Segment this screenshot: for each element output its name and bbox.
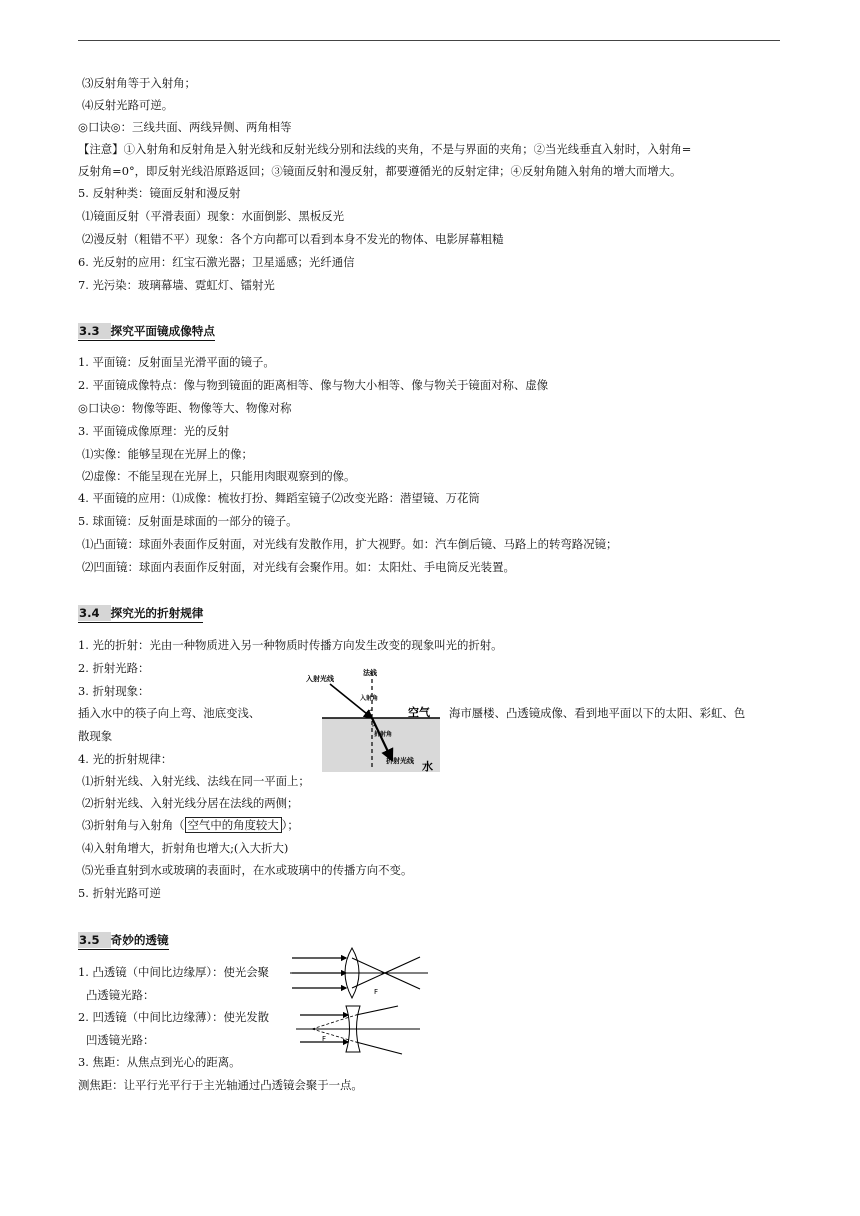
concave-lens-diagram: [290, 1004, 430, 1056]
text-line: ⑷入射角增大，折射角也增大;(入大折大): [82, 841, 289, 855]
text-line: 2. 折射光路：: [78, 661, 150, 675]
heading-text: 探究光的折射规律: [110, 606, 204, 620]
refraction-diagram: [300, 662, 445, 774]
air-label: 空气: [408, 706, 430, 719]
text-line: 测焦距：让平行光平行于主光轴通过凸透镜会聚于一点。: [78, 1078, 363, 1092]
section-heading-3-3: [78, 324, 215, 341]
text-line: 海市蜃楼、凸透镜成像、看到地平面以下的太阳、彩虹、色: [449, 706, 746, 720]
focus-label: F: [374, 988, 379, 996]
boxed-emphasis: 空气中的角度较大: [185, 817, 282, 833]
mnemonic-line: ◎口诀◎：三线共面、两线异侧、两角相等: [78, 120, 292, 134]
note-line: 反射角=0°，即反射光线沿原路返回；③镜面反射和漫反射，都要遵循光的反射定律；④反射角随入射角的增大而增大。: [78, 164, 682, 178]
text-line: 散现象: [78, 729, 113, 743]
focus-label: F: [322, 1035, 327, 1043]
text-line: ⑴实像：能够呈现在光屏上的像；: [82, 447, 253, 461]
header-rule: [78, 40, 780, 41]
text-line: ⑵折射光线、入射光线分居在法线的两侧；: [82, 796, 299, 810]
text-line: 5. 折射光路可逆: [78, 886, 161, 900]
text-line: 3. 折射现象：: [78, 684, 150, 698]
text-line: 3. 焦距：从焦点到光心的距离。: [78, 1055, 241, 1069]
text-line: 3. 平面镜成像原理：光的反射: [78, 424, 230, 438]
text-line: 5. 球面镜：反射面是球面的一部分的镜子。: [78, 514, 298, 528]
diverging-ray: [356, 1006, 398, 1015]
text-line: 4. 平面镜的应用：⑴成像：梳妆打扮、舞蹈室镜子⑵改变光路：潜望镜、万花筒: [78, 491, 480, 505]
refracted-label: 折射光线: [386, 757, 414, 765]
text-line: ⑴镜面反射（平滑表面）现象：水面倒影、黑板反光: [82, 209, 344, 223]
heading-number: 3.3: [79, 324, 100, 338]
text-line: 1. 光的折射：光由一种物质进入另一种物质时传播方向发生改变的现象叫光的折射。: [78, 638, 503, 652]
water-label: 水: [422, 760, 433, 773]
text-line: 5. 反射种类：镜面反射和漫反射: [78, 186, 241, 200]
heading-number: 3.4: [79, 606, 100, 620]
incidence-arc: [366, 710, 372, 713]
convex-lens-diagram: [290, 946, 430, 1004]
refraction-angle-label: 折射角: [374, 731, 393, 738]
text-line: 2. 凹透镜（中间比边缘薄）：使光发散: [78, 1010, 270, 1024]
diverging-ray: [356, 1042, 402, 1054]
text-line: ⑵凹面镜：球面内表面作反射面，对光线有会聚作用。如：太阳灶、手电筒反光装置。: [82, 560, 515, 574]
text-line: ⑸光垂直射到水或玻璃的表面时，在水或玻璃中的传播方向不变。: [82, 863, 413, 877]
text-line: [82, 818, 299, 832]
section-heading-3-5: [78, 933, 169, 950]
text-line: ⑷反射光路可逆。: [82, 98, 174, 112]
text-line: 1. 平面镜：反射面呈光滑平面的镜子。: [78, 355, 275, 369]
text-part: ⑶折射角与入射角（: [82, 818, 185, 832]
text-line: 凸透镜光路：: [86, 988, 155, 1002]
section-heading-3-4: [78, 606, 203, 623]
incident-angle-label: 入射角: [360, 695, 379, 702]
note-line: 【注意】①入射角和反射角是入射光线和反射光线分别和法线的夹角，不是与界面的夹角；②当光线垂直入射时，入射角=: [78, 142, 692, 156]
normal-label: 法线: [363, 669, 377, 677]
text-line: 2. 平面镜成像特点：像与物到镜面的距离相等、像与物大小相等、像与物关于镜面对称、虚像: [78, 378, 549, 392]
text-line: ⑴凸面镜：球面外表面作反射面，对光线有发散作用，扩大视野。如：汽车倒后镜、马路上的转弯路况镜；: [82, 537, 618, 551]
text-line: 6. 光反射的应用：红宝石激光器；卫星遥感；光纤通信: [78, 255, 355, 269]
text-line: 插入水中的筷子向上弯、池底变浅、: [78, 706, 261, 720]
heading-text: 探究平面镜成像特点: [110, 324, 215, 338]
mnemonic-line: ◎口诀◎：物像等距、物像等大、物像对称: [78, 401, 292, 415]
text-line: ⑵虚像：不能呈现在光屏上，只能用肉眼观察到的像。: [82, 469, 356, 483]
text-part: ）；: [281, 818, 299, 832]
text-line: ⑴折射光线、入射光线、法线在同一平面上；: [82, 774, 310, 788]
text-line: ⑵漫反射（粗错不平）现象：各个方向都可以看到本身不发光的物体、电影屏幕粗糙: [82, 232, 504, 246]
heading-text: 奇妙的透镜: [110, 933, 169, 947]
text-line: 凹透镜光路：: [86, 1033, 155, 1047]
text-line: 4. 光的折射规律：: [78, 752, 173, 766]
incident-label: 入射光线: [306, 675, 334, 683]
heading-number: 3.5: [79, 933, 100, 947]
text-line: 1. 凸透镜（中间比边缘厚）：使光会聚: [78, 965, 270, 979]
text-line: 7. 光污染：玻璃幕墙、霓虹灯、镭射光: [78, 278, 275, 292]
text-line: ⑶反射角等于入射角；: [82, 76, 196, 90]
